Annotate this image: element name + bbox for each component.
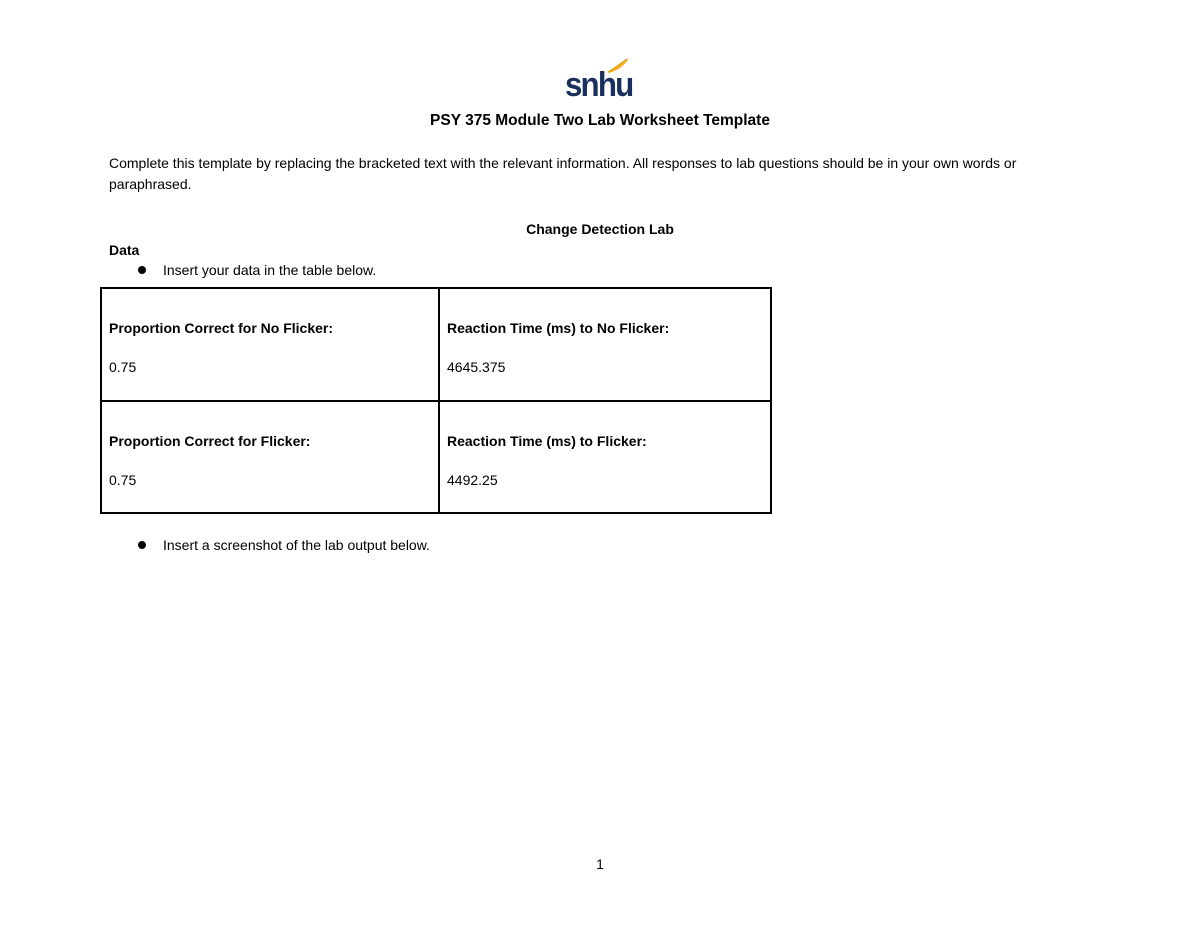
table-cell — [101, 288, 439, 401]
table-cell — [101, 401, 439, 514]
document-title: PSY 375 Module Two Lab Worksheet Template — [430, 112, 770, 129]
bullet-item — [138, 535, 430, 555]
bullet-text: Insert a screenshot of the lab output below. — [163, 537, 430, 553]
cell-value: 4492.25 — [447, 471, 498, 488]
bullet-icon — [138, 266, 146, 274]
cell-value: 0.75 — [109, 471, 137, 488]
bullet-text: Insert your data in the table below. — [163, 262, 377, 278]
cell-label: Proportion Correct for No Flicker: — [109, 320, 334, 336]
table-cell — [439, 401, 771, 514]
logo-wordmark: snhu — [565, 66, 633, 104]
data-table — [100, 287, 772, 514]
section-heading-data: Data — [109, 242, 140, 258]
snhu-logo — [565, 56, 631, 102]
cell-label: Reaction Time (ms) to No Flicker: — [447, 320, 670, 336]
table-row — [101, 288, 771, 401]
table-row — [101, 401, 771, 514]
intro-paragraph: Complete this template by replacing the bracketed text with the relevant information. All responses to lab questions should be in your own words or paraphrased. — [109, 155, 1017, 192]
page-number: 1 — [596, 856, 604, 872]
bullet-icon — [138, 541, 146, 549]
table-cell — [439, 288, 771, 401]
cell-label: Proportion Correct for Flicker: — [109, 432, 311, 449]
cell-value: 4645.375 — [447, 359, 506, 375]
cell-label: Reaction Time (ms) to Flicker: — [447, 432, 647, 449]
bullet-item — [138, 260, 376, 280]
cell-value: 0.75 — [109, 359, 137, 375]
lab-heading: Change Detection Lab — [526, 221, 674, 237]
